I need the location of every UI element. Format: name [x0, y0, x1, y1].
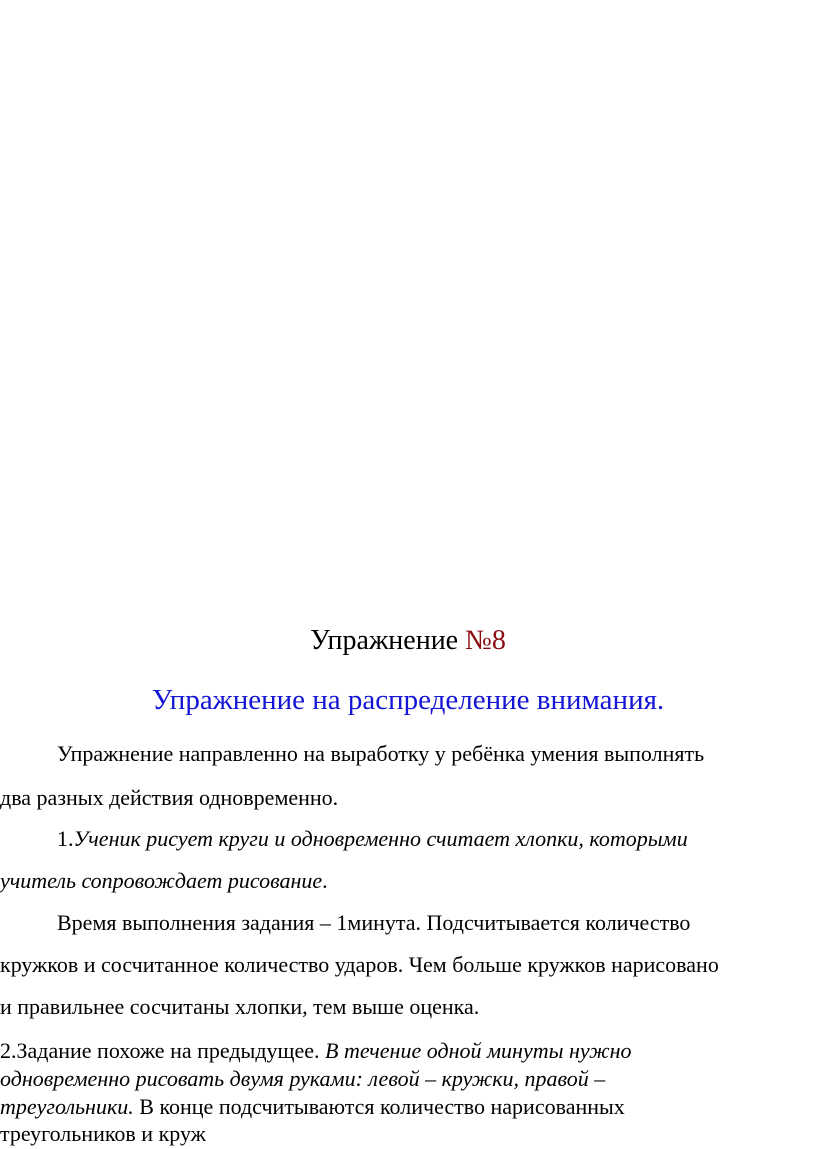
- task1-line2: [0, 868, 328, 894]
- paragraph2-line1: Время выполнения задания – 1минута. Подсчитывается количество: [57, 910, 691, 935]
- paragraph2-line3: и правильнее сосчитаны хлопки, тем выше оценка.: [0, 994, 480, 1019]
- task2-line4: треугольников и круж: [0, 1121, 206, 1146]
- exercise-title: [0, 624, 816, 658]
- task2-line2-italic: одновременно рисовать двумя руками: левой – кружки, правой –: [0, 1066, 606, 1091]
- task2-line1-italic: В течение одной минуты нужно: [325, 1038, 632, 1063]
- task2-line3: [0, 1094, 625, 1120]
- task1-text-italic: Ученик рисует круги и одновременно считает хлопки, которыми: [73, 826, 688, 851]
- paragraph2-line2: кружков и сосчитанное количество ударов. Чем больше кружков нарисовано: [0, 952, 719, 977]
- task2-line2: [0, 1066, 605, 1092]
- task2-line3-regular: В конце подсчитываются количество нарисованных: [133, 1094, 625, 1119]
- exercise-title-prefix: Упражнение: [310, 625, 466, 656]
- task2-line1-regular: 2.Задание похоже на предыдущее.: [0, 1038, 325, 1063]
- task1-line1: [57, 826, 688, 852]
- exercise-number: №8: [465, 625, 506, 656]
- exercise-subtitle: Упражнение на распределение внимания.: [151, 684, 665, 716]
- task1-number: 1.: [57, 826, 74, 851]
- paragraph1-line1: Упражнение направленно на выработку у ребёнка умения выполнять: [57, 741, 705, 766]
- paragraph1-line2: два разных действия одновременно.: [0, 785, 339, 810]
- task2-line1: [0, 1038, 632, 1064]
- task1-text-italic-cont: учитель сопровождает рисование: [0, 868, 323, 893]
- task1-line2-end: .: [322, 868, 328, 893]
- task2-line3-italic: треугольники.: [0, 1094, 134, 1119]
